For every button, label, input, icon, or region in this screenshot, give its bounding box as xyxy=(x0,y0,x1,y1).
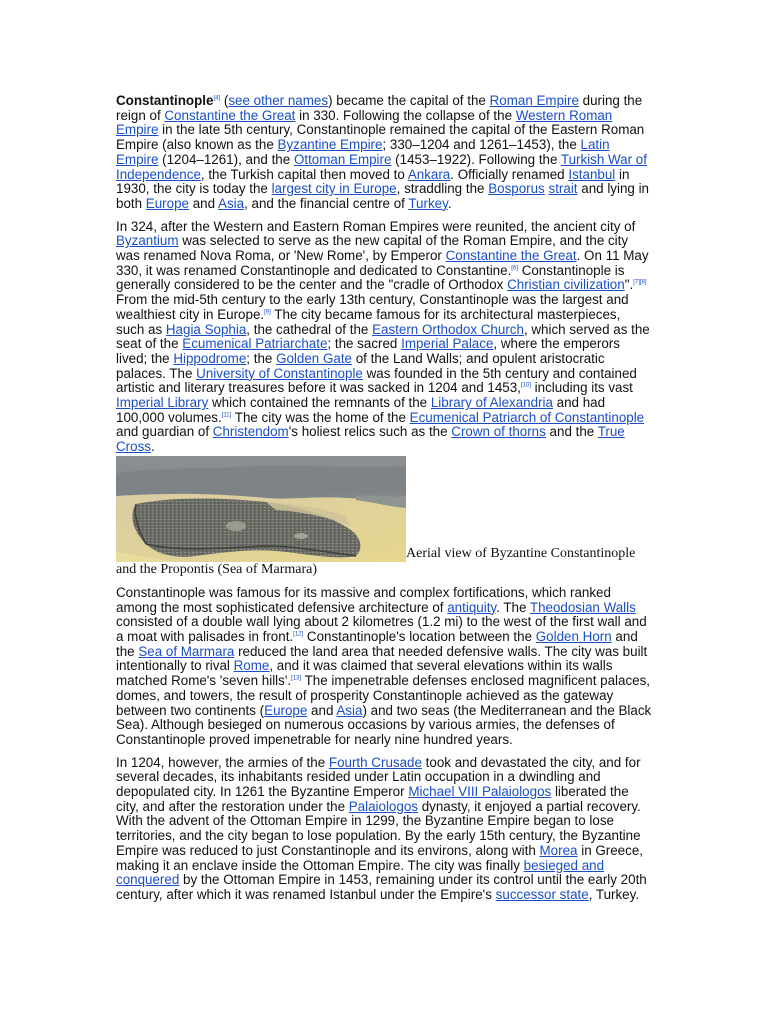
link-turkey[interactable]: Turkey xyxy=(408,195,448,211)
text: liberated the city, and after the restoration under the xyxy=(116,784,629,814)
text: by the Ottoman Empire in 1453, remaining under its control until the early 20th century, after which it was renamed Istanbul under the Empire's xyxy=(116,872,647,902)
text: , and it was claimed that several elevations within its walls matched Rome's 'seven hills'. xyxy=(116,658,613,689)
link-largest-city-in-europe[interactable]: largest city in Europe xyxy=(271,181,397,197)
text: reduced the land area that needed defensive walls. The city was built intentionally to rival xyxy=(116,643,648,674)
text: in Greece, making it an enclave inside the Ottoman Empire. The city was finally xyxy=(116,842,643,873)
text: 's holiest relics such as the xyxy=(288,424,452,440)
footnote-ref[interactable]: [7][8] xyxy=(633,279,647,286)
text: Constantinople was famous for its massive and complex fortifications, which ranked among the most sophisticated defensive architecture of xyxy=(116,584,611,615)
text: took and devastated the city, and for several decades, its inhabitants resided under Latin occupation in a dwindling and depopulated city. In 1261 the Byzantine Emperor xyxy=(116,754,641,800)
link-ottoman-empire[interactable]: Ottoman Empire xyxy=(293,151,392,167)
footnote-ref[interactable]: [11] xyxy=(221,412,232,419)
link-byzantine-empire[interactable]: Byzantine Empire xyxy=(277,137,383,153)
text: , and the financial centre of xyxy=(244,195,409,211)
figure xyxy=(116,456,652,578)
link-constantine-the-great[interactable]: Constantine the Great xyxy=(164,107,296,123)
link-true-cross[interactable]: True Cross xyxy=(116,424,625,455)
text: ) became the capital of the xyxy=(328,93,490,108)
text: in the late 5th century, Constantinople remained the capital of the Eastern Roman Empire (also known as the xyxy=(116,122,645,153)
link-roman-empire[interactable]: Roman Empire xyxy=(489,93,579,108)
text: and lying in both xyxy=(116,181,649,211)
text: was selected to serve as the new capital of the Roman Empire, and the city was renamed Nova Roma, or 'New Rome', by Emperor xyxy=(116,233,629,264)
text: in 1930, the city is today the xyxy=(116,166,630,197)
link-asia[interactable]: Asia xyxy=(336,702,363,718)
link-crown-of-thorns[interactable]: Crown of thorns xyxy=(451,424,546,440)
text: and xyxy=(188,195,219,211)
link-hippodrome[interactable]: Hippodrome xyxy=(173,350,247,366)
link-strait[interactable]: strait xyxy=(548,181,578,197)
article-body xyxy=(116,94,652,903)
text: , the cathedral of the xyxy=(246,321,373,337)
link-successor-state[interactable]: successor state xyxy=(495,886,589,902)
link-bosporus[interactable]: Bosporus xyxy=(488,181,545,197)
link-byzantium[interactable]: Byzantium xyxy=(116,233,179,249)
aerial-view-image[interactable] xyxy=(116,456,406,562)
text: . The xyxy=(496,599,530,615)
text: of the Land Walls; and opulent aristocratic palaces. The xyxy=(116,350,605,381)
link-rome[interactable]: Rome xyxy=(233,658,270,674)
text: The impenetrable defenses enclosed magnificent palaces, domes, and towers, the result of prosperity Constantinople achieved as the gateway between two continents ( xyxy=(116,673,651,718)
link-western-roman-empire[interactable]: Western Roman Empire xyxy=(116,107,613,138)
link-hagia-sophia[interactable]: Hagia Sophia xyxy=(165,321,247,337)
text: ; the xyxy=(246,350,277,366)
text: ; the sacred xyxy=(327,336,402,352)
text: , the Turkish capital then moved to xyxy=(200,166,408,182)
article-title: Constantinople xyxy=(116,93,214,108)
footnote-ref[interactable]: [4] xyxy=(213,95,221,102)
link-sea-of-marmara[interactable]: Sea of Marmara xyxy=(138,643,235,659)
text: In 1204, however, the armies of the xyxy=(116,754,329,770)
link-antiquity[interactable]: antiquity xyxy=(447,599,497,615)
text: and guardian of xyxy=(116,424,213,440)
link-europe[interactable]: Europe xyxy=(264,702,308,718)
link-constantine-the-great[interactable]: Constantine the Great xyxy=(445,248,577,264)
text: and the xyxy=(116,628,638,659)
link-fourth-crusade[interactable]: Fourth Crusade xyxy=(328,754,422,770)
link-imperial-palace[interactable]: Imperial Palace xyxy=(401,336,494,352)
footnote-ref[interactable]: [10] xyxy=(520,382,531,389)
text: (1204–1261), and the xyxy=(158,151,294,167)
text: ) and two seas (the Mediterranean and the Black Sea). Although besieged on numerous occasions by various armies, the defenses of Constantinople proved impenetrable for nearly nine hundred years. xyxy=(116,702,652,747)
text: ( xyxy=(220,93,229,108)
text: , Turkey. xyxy=(588,886,640,902)
text: , where the emperors lived; the xyxy=(116,336,620,366)
link-istanbul[interactable]: Istanbul xyxy=(568,166,616,182)
text: in 330. Following the collapse of the xyxy=(295,107,516,123)
link-see-other-names[interactable]: see other names xyxy=(228,93,329,108)
link-morea[interactable]: Morea xyxy=(539,842,578,858)
text: during the reign of xyxy=(116,93,643,123)
link-imperial-library[interactable]: Imperial Library xyxy=(116,395,209,411)
text: (1453–1922). Following the xyxy=(391,151,561,167)
link-palaiologos[interactable]: Palaiologos xyxy=(348,798,418,814)
link-besieged-and-conquered[interactable]: besieged and conquered xyxy=(116,857,605,888)
text: , which served as the seat of the xyxy=(116,321,650,352)
text: dynasty, it enjoyed a partial recovery. With the advent of the Ottoman Empire in 1299, the Byzantine Empire began to lose territories, and the city began to lose population. By the early 15th century, the Byzantine Empire was reduced to just Constantinople and its environs, along with xyxy=(116,798,641,858)
text: . On 11 May 330, it was renamed Constantinople and dedicated to Constantine. xyxy=(116,248,649,278)
text: was founded in the 5th century and contained artistic and literary treasures before it was sacked in 1204 and 1453, xyxy=(116,365,637,396)
link-christian-civilization[interactable]: Christian civilization xyxy=(507,277,625,293)
text: From the mid-5th century to the early 13th century, Constantinople was the largest and wealthiest city in Europe. xyxy=(116,292,629,322)
link-ankara[interactable]: Ankara xyxy=(407,166,451,182)
text: The city was the home of the xyxy=(231,409,410,425)
paragraph-intro xyxy=(116,94,652,212)
text: The city became famous for its architectural masterpieces, such as xyxy=(116,306,621,337)
link-ecumenical-patriarchate[interactable]: Ecumenical Patriarchate xyxy=(182,336,328,352)
footnote-ref[interactable]: [12] xyxy=(293,631,304,638)
link-eastern-orthodox-church[interactable]: Eastern Orthodox Church xyxy=(372,321,524,337)
paragraph-fortifications xyxy=(116,586,652,748)
link-ecumenical-patriarch[interactable]: Ecumenical Patriarch of Constantinople xyxy=(409,409,645,425)
text: , straddling the xyxy=(396,181,489,197)
text: ; 330–1204 and 1261–1453), the xyxy=(382,137,581,153)
link-michael-viii-palaiologos[interactable]: Michael VIII Palaiologos xyxy=(408,784,552,800)
text: and xyxy=(307,702,337,718)
link-library-of-alexandria[interactable]: Library of Alexandria xyxy=(430,395,553,411)
text: consisted of a double wall lying about 2 kilometres (1.2 mi) to the west of the first wall and a moat with palisades in front. xyxy=(116,614,647,644)
figure-caption: Aerial view of Byzantine Constantinople and the Propontis (Sea of Marmara) xyxy=(116,545,636,577)
text: and had 100,000 volumes. xyxy=(116,395,606,425)
text: including its vast xyxy=(530,380,633,396)
text: Constantinople's location between the xyxy=(303,628,536,644)
link-golden-gate[interactable]: Golden Gate xyxy=(276,350,352,366)
link-university-of-constantinople[interactable]: University of Constantinople xyxy=(196,365,363,381)
link-asia[interactable]: Asia xyxy=(218,195,245,211)
text: and the xyxy=(545,424,598,440)
link-theodosian-walls[interactable]: Theodosian Walls xyxy=(529,599,636,615)
paragraph-decline xyxy=(116,756,652,903)
text: Constantinople is generally considered to be the center and the "cradle of Orthodox xyxy=(116,262,625,293)
text: In 324, after the Western and Eastern Roman Empires were reunited, the ancient city of xyxy=(116,218,636,234)
link-golden-horn[interactable]: Golden Horn xyxy=(535,628,612,644)
link-turkish-war-of-independence[interactable]: Turkish War of Independence xyxy=(116,151,647,182)
text: . xyxy=(447,195,452,211)
link-latin-empire[interactable]: Latin Empire xyxy=(116,137,610,167)
footnote-ref[interactable]: [13] xyxy=(291,675,302,682)
footnote-ref[interactable]: [6] xyxy=(511,265,518,272)
text: which contained the remnants of the xyxy=(208,395,431,411)
paragraph-history xyxy=(116,220,652,455)
footnote-ref[interactable]: [9] xyxy=(264,309,271,316)
link-christendom[interactable]: Christendom xyxy=(212,424,289,440)
link-europe[interactable]: Europe xyxy=(145,195,189,211)
text: . Officially renamed xyxy=(450,166,569,182)
text: . xyxy=(150,439,155,455)
text: ". xyxy=(624,277,634,293)
